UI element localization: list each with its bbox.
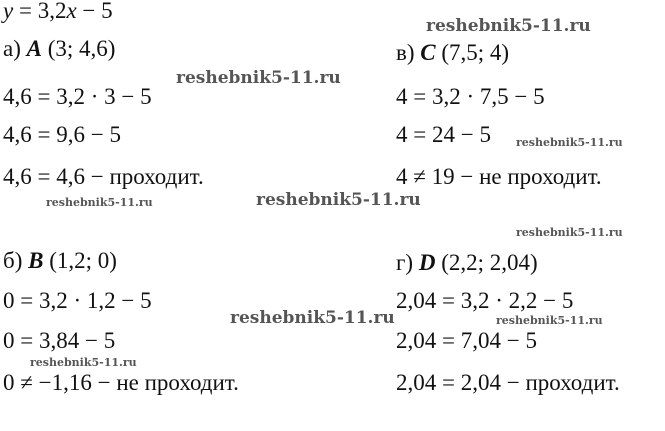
part-c-step-2: 4 = 24 − 5 — [396, 122, 491, 147]
watermark: reshebnik5-11.ru — [516, 136, 623, 149]
part-b-point: B — [28, 248, 44, 273]
part-a-step-2: 4,6 = 9,6 − 5 — [3, 122, 121, 147]
part-c-label: в) — [396, 40, 415, 65]
part-c-heading — [396, 40, 509, 66]
equation-rhs: − 5 — [76, 0, 113, 23]
watermark: reshebnik5-11.ru — [516, 226, 623, 239]
part-a-coords: (3; 4,6) — [47, 36, 116, 61]
watermark: reshebnik5-11.ru — [30, 356, 137, 369]
equation-line — [3, 0, 113, 24]
part-b-label: б) — [3, 248, 23, 273]
part-d-step-2: 2,04 = 7,04 − 5 — [396, 328, 537, 353]
equation-mid: = 3,2 — [13, 0, 67, 23]
part-c-step-3: 4 ≠ 19 − не проходит. — [396, 164, 602, 189]
watermark: reshebnik5-11.ru — [426, 16, 591, 36]
part-b-step-2: 0 = 3,84 − 5 — [3, 328, 116, 353]
part-d-label: г) — [396, 250, 414, 275]
watermark: reshebnik5-11.ru — [46, 196, 153, 209]
part-d-heading — [396, 250, 538, 276]
part-d-step-3: 2,04 = 2,04 − проходит. — [396, 370, 620, 395]
part-c-step-1: 4 = 3,2 · 7,5 − 5 — [396, 84, 545, 109]
part-b-step-1: 0 = 3,2 · 1,2 − 5 — [3, 288, 152, 313]
part-a-label: а) — [3, 36, 21, 61]
part-b-step-3: 0 ≠ −1,16 − не проходит. — [3, 370, 239, 395]
watermark: reshebnik5-11.ru — [496, 314, 603, 327]
equation-variable: x — [66, 0, 77, 23]
part-d-point: D — [418, 250, 436, 275]
part-d-step-1: 2,04 = 3,2 · 2,2 − 5 — [396, 288, 574, 313]
part-b-heading — [3, 248, 117, 274]
watermark: reshebnik5-11.ru — [230, 308, 395, 328]
watermark: reshebnik5-11.ru — [256, 190, 421, 210]
part-a-point: A — [26, 36, 42, 61]
part-b-coords: (1,2; 0) — [49, 248, 117, 273]
watermark: reshebnik5-11.ru — [176, 68, 341, 88]
part-a-step-3: 4,6 = 4,6 − проходит. — [3, 164, 204, 189]
part-c-coords: (7,5; 4) — [441, 40, 510, 65]
part-a-heading — [3, 36, 115, 62]
part-d-coords: (2,2; 2,04) — [441, 250, 538, 275]
part-a-step-1: 4,6 = 3,2 · 3 − 5 — [3, 84, 152, 109]
part-c-point: C — [420, 40, 436, 65]
equation-lhs: y — [3, 0, 14, 23]
